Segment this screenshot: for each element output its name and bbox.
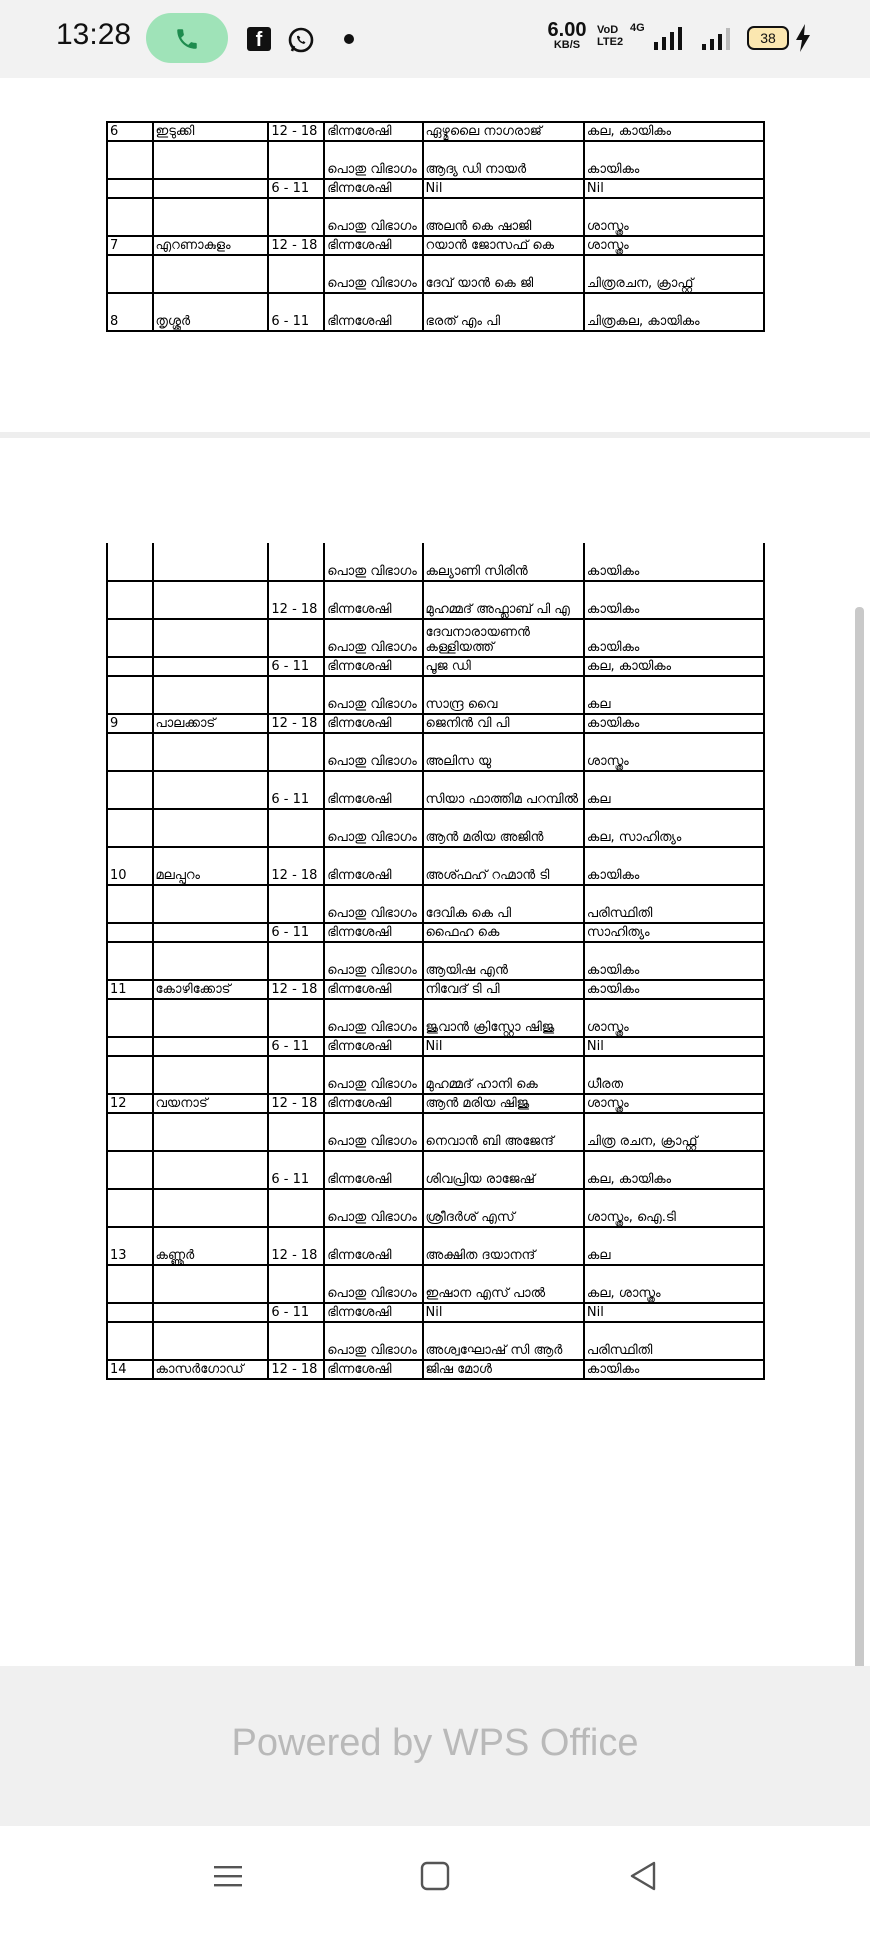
cell-name: ഏഴ്മലൈ നാഗരാജ്	[423, 122, 584, 141]
cell-category: ഭിന്നശേഷി	[324, 980, 422, 999]
signal-strength-icon	[650, 24, 692, 52]
cell-category: ഭിന്നശേഷി	[324, 714, 422, 733]
cell-field: ചിത്ര രചന, ക്രാഫ്റ്റ്	[584, 1113, 764, 1151]
cell-name: അലൻ കെ ഷാജി	[423, 198, 584, 236]
cell-age	[268, 543, 324, 581]
cell-age: 6 - 11	[268, 771, 324, 809]
table-row	[107, 1151, 764, 1189]
table-row	[107, 999, 764, 1037]
cell-age: 6 - 11	[268, 293, 324, 331]
table-row	[107, 236, 764, 255]
volte-indicator: VoD LTE2	[597, 24, 624, 49]
cell-category: ഭിന്നശേഷി	[324, 122, 422, 141]
cell-category: പൊതു വിഭാഗം	[324, 1113, 422, 1151]
cell-category: പൊതു വിഭാഗം	[324, 942, 422, 980]
table-row	[107, 1037, 764, 1056]
cell-field: ശാസ്ത്രം	[584, 236, 764, 255]
cell-no	[107, 657, 153, 676]
signal-strength-sim2-icon	[700, 24, 742, 52]
cell-age	[268, 255, 324, 293]
table-row	[107, 676, 764, 714]
table-row	[107, 1227, 764, 1265]
cell-no	[107, 619, 153, 657]
cell-district	[153, 1113, 269, 1151]
cell-field: കായികം	[584, 581, 764, 619]
cell-name: നെവാൻ ബി അജേന്ദ്	[423, 1113, 584, 1151]
cell-no	[107, 1113, 153, 1151]
cell-district	[153, 619, 269, 657]
cell-no	[107, 1037, 153, 1056]
cell-no	[107, 1303, 153, 1322]
cell-name: Nil	[423, 1303, 584, 1322]
battery-icon: 38	[747, 26, 789, 50]
ongoing-call-chip[interactable]	[146, 13, 228, 63]
cell-district	[153, 923, 269, 942]
table-row	[107, 657, 764, 676]
cell-name: ഭരത് എം പി	[423, 293, 584, 331]
cell-district	[153, 942, 269, 980]
cell-no: 6	[107, 122, 153, 141]
cell-name: ജുവാൻ ക്രിസ്റ്റോ ഷിജു	[423, 999, 584, 1037]
cell-field: കല	[584, 771, 764, 809]
cell-district: തൃശ്ശൂർ	[153, 293, 269, 331]
cell-age: 6 - 11	[268, 1037, 324, 1056]
cell-age: 12 - 18	[268, 236, 324, 255]
table-row	[107, 293, 764, 331]
cell-name: ഇഷാന എസ് പാൽ	[423, 1265, 584, 1303]
cell-field: കായികം	[584, 141, 764, 179]
cell-no	[107, 771, 153, 809]
cell-field: കായികം	[584, 942, 764, 980]
system-navigation-bar	[0, 1826, 870, 1933]
cell-category: ഭിന്നശേഷി	[324, 1360, 422, 1379]
table-row	[107, 581, 764, 619]
cell-field: ധീരത	[584, 1056, 764, 1094]
cell-field: കായികം	[584, 714, 764, 733]
cell-district	[153, 771, 269, 809]
cell-district	[153, 657, 269, 676]
cell-field: Nil	[584, 1037, 764, 1056]
table-row	[107, 923, 764, 942]
cell-district	[153, 999, 269, 1037]
cell-category: പൊതു വിഭാഗം	[324, 1189, 422, 1227]
table-row	[107, 1265, 764, 1303]
cell-name: ജിഷ മോൾ	[423, 1360, 584, 1379]
cell-category: പൊതു വിഭാഗം	[324, 198, 422, 236]
cell-no	[107, 581, 153, 619]
cell-no	[107, 999, 153, 1037]
cell-district	[153, 1037, 269, 1056]
cell-category: ഭിന്നശേഷി	[324, 771, 422, 809]
cell-field: ശാസ്ത്രം	[584, 198, 764, 236]
cell-field: ചിത്രരചന, ക്രാഫ്റ്റ്	[584, 255, 764, 293]
cell-field: കായികം	[584, 980, 764, 999]
cell-district: കാസർഗോഡ്	[153, 1360, 269, 1379]
menu-icon[interactable]	[212, 1860, 244, 1892]
cell-district: എറണാകുളം	[153, 236, 269, 255]
more-notifications-dot	[344, 34, 354, 44]
cell-age	[268, 198, 324, 236]
cell-category: ഭിന്നശേഷി	[324, 1094, 422, 1113]
cell-category: ഭിന്നശേഷി	[324, 923, 422, 942]
cell-category: ഭിന്നശേഷി	[324, 1227, 422, 1265]
cell-field: ചിത്രകല, കായികം	[584, 293, 764, 331]
cell-field: കായികം	[584, 543, 764, 581]
cell-field: ശാസ്ത്രം	[584, 1094, 764, 1113]
cell-field: കല, ശാസ്ത്രം	[584, 1265, 764, 1303]
cell-district	[153, 179, 269, 198]
cell-name: ജെനിൻ വി പി	[423, 714, 584, 733]
table-row	[107, 122, 764, 141]
cell-category: ഭിന്നശേഷി	[324, 581, 422, 619]
cell-name: ആദ്യ ഡി നായർ	[423, 141, 584, 179]
cell-district	[153, 543, 269, 581]
cell-field: കല, കായികം	[584, 122, 764, 141]
cell-category: ഭിന്നശേഷി	[324, 1303, 422, 1322]
awards-table-page2	[106, 543, 765, 1380]
cell-age: 12 - 18	[268, 1360, 324, 1379]
cell-no	[107, 733, 153, 771]
cell-no	[107, 1189, 153, 1227]
cell-category: പൊതു വിഭാഗം	[324, 885, 422, 923]
status-time: 13:28	[56, 18, 132, 51]
cell-age: 12 - 18	[268, 1094, 324, 1113]
cell-field: കല	[584, 1227, 764, 1265]
table-row	[107, 714, 764, 733]
cell-name: Nil	[423, 1037, 584, 1056]
cell-field: സാഹിത്യം	[584, 923, 764, 942]
cell-name: ആൻ മരിയ ഷിജു	[423, 1094, 584, 1113]
status-bar	[0, 0, 870, 78]
cell-category: പൊതു വിഭാഗം	[324, 619, 422, 657]
cell-age: 12 - 18	[268, 122, 324, 141]
cell-age: 12 - 18	[268, 847, 324, 885]
cell-category: പൊതു വിഭാഗം	[324, 733, 422, 771]
charging-icon	[794, 23, 812, 53]
cell-field: കല, സാഹിത്യം	[584, 809, 764, 847]
cell-no	[107, 543, 153, 581]
cell-no	[107, 141, 153, 179]
cell-district	[153, 676, 269, 714]
cell-field: കായികം	[584, 619, 764, 657]
cell-district: കോഴിക്കോട്	[153, 980, 269, 999]
cell-category: പൊതു വിഭാഗം	[324, 999, 422, 1037]
cell-name: ദേവ് യാൻ കെ ജി	[423, 255, 584, 293]
phone-icon	[174, 26, 200, 52]
table-row	[107, 543, 764, 581]
cell-district	[153, 885, 269, 923]
cell-district: ഇടുക്കി	[153, 122, 269, 141]
cell-no	[107, 1322, 153, 1360]
cell-name: മുഹമ്മദ് ഹാനി കെ	[423, 1056, 584, 1094]
cell-district	[153, 581, 269, 619]
cell-age	[268, 141, 324, 179]
cell-no	[107, 198, 153, 236]
cell-name: ഫൈഹ കെ	[423, 923, 584, 942]
cell-category: ഭിന്നശേഷി	[324, 293, 422, 331]
cell-field: കായികം	[584, 1360, 764, 1379]
cell-age	[268, 1056, 324, 1094]
cell-district	[153, 733, 269, 771]
cell-category: ഭിന്നശേഷി	[324, 657, 422, 676]
table-row	[107, 809, 764, 847]
cell-name: ആൻ മരിയ അജിൻ	[423, 809, 584, 847]
document-page-1	[0, 78, 870, 435]
cell-no: 13	[107, 1227, 153, 1265]
cell-name: അശ്വഘോഷ് സി ആർ	[423, 1322, 584, 1360]
cell-district	[153, 1189, 269, 1227]
cell-category: ഭിന്നശേഷി	[324, 1037, 422, 1056]
cell-district	[153, 1322, 269, 1360]
cell-name: ശിവപ്രിയ രാജേഷ്	[423, 1151, 584, 1189]
cell-name: മുഹമ്മദ് അഫ്ലാബ് പി എ	[423, 581, 584, 619]
cell-age	[268, 999, 324, 1037]
awards-table-page1	[106, 121, 765, 332]
powered-by-text: Powered by WPS Office	[231, 1722, 639, 1764]
cell-category: പൊതു വിഭാഗം	[324, 1056, 422, 1094]
cell-age: 12 - 18	[268, 581, 324, 619]
cell-no	[107, 942, 153, 980]
cell-name: ദേവനാരായണൻ കള്ളിയത്ത്	[423, 619, 584, 657]
whatsapp-icon	[287, 26, 315, 54]
cell-name: സിയാ ഫാത്തിമ പറമ്പിൽ	[423, 771, 584, 809]
cell-name: പൂജ ഡി	[423, 657, 584, 676]
cell-field: പരിസ്ഥിതി	[584, 1322, 764, 1360]
table-row	[107, 885, 764, 923]
cell-age: 12 - 18	[268, 1227, 324, 1265]
cell-age	[268, 1265, 324, 1303]
cell-no	[107, 676, 153, 714]
table-row	[107, 179, 764, 198]
cell-district	[153, 141, 269, 179]
cell-no: 9	[107, 714, 153, 733]
cell-age	[268, 1189, 324, 1227]
cell-category: പൊതു വിഭാഗം	[324, 676, 422, 714]
cell-age: 6 - 11	[268, 1303, 324, 1322]
cell-field: Nil	[584, 179, 764, 198]
table-row	[107, 1056, 764, 1094]
cell-no: 8	[107, 293, 153, 331]
cell-age	[268, 733, 324, 771]
table-row	[107, 980, 764, 999]
wps-footer	[0, 1666, 870, 1826]
cell-field: പരിസ്ഥിതി	[584, 885, 764, 923]
home-icon[interactable]	[419, 1860, 451, 1892]
cell-no: 12	[107, 1094, 153, 1113]
cell-district	[153, 1151, 269, 1189]
cell-name: അശ്ഫഹ് റഹ്മാൻ ടി	[423, 847, 584, 885]
cell-district: മലപ്പുറം	[153, 847, 269, 885]
cell-age: 6 - 11	[268, 179, 324, 198]
cell-category: ഭിന്നശേഷി	[324, 236, 422, 255]
cell-district	[153, 1056, 269, 1094]
cell-no	[107, 923, 153, 942]
cell-category: ഭിന്നശേഷി	[324, 847, 422, 885]
cell-field: ശാസ്ത്രം	[584, 733, 764, 771]
cell-name: അലിസ യു	[423, 733, 584, 771]
cell-age: 12 - 18	[268, 714, 324, 733]
cell-field: കല	[584, 676, 764, 714]
cell-category: പൊതു വിഭാഗം	[324, 1322, 422, 1360]
cell-field: കായികം	[584, 847, 764, 885]
cell-no	[107, 255, 153, 293]
cell-field: കല, കായികം	[584, 657, 764, 676]
cell-no	[107, 1056, 153, 1094]
cell-district	[153, 1303, 269, 1322]
cell-name: കല്യാണി സിരിൻ	[423, 543, 584, 581]
cell-name: ദേവിക കെ പി	[423, 885, 584, 923]
cell-age: 6 - 11	[268, 1151, 324, 1189]
cell-name: ശ്രീദർശ് എസ്	[423, 1189, 584, 1227]
cell-category: പൊതു വിഭാഗം	[324, 809, 422, 847]
cell-district: പാലക്കാട്	[153, 714, 269, 733]
cell-age: 6 - 11	[268, 657, 324, 676]
cell-category: ഭിന്നശേഷി	[324, 1151, 422, 1189]
cell-name: Nil	[423, 179, 584, 198]
cell-no	[107, 809, 153, 847]
cell-no	[107, 885, 153, 923]
cell-name: റയാൻ ജോസഫ് കെ	[423, 236, 584, 255]
cell-category: പൊതു വിഭാഗം	[324, 255, 422, 293]
table-row	[107, 255, 764, 293]
cell-field: Nil	[584, 1303, 764, 1322]
cell-name: ആയിഷ എൻ	[423, 942, 584, 980]
cell-name: സാന്ദ്ര വൈ	[423, 676, 584, 714]
cell-field: ശാസ്ത്രം, ഐ.ടി	[584, 1189, 764, 1227]
table-row	[107, 847, 764, 885]
cell-age	[268, 942, 324, 980]
cell-age	[268, 885, 324, 923]
cell-field: കല, കായികം	[584, 1151, 764, 1189]
table-row	[107, 198, 764, 236]
network-type: 4G	[630, 22, 645, 34]
cell-age	[268, 619, 324, 657]
table-row	[107, 1094, 764, 1113]
table-row	[107, 1303, 764, 1322]
cell-age	[268, 676, 324, 714]
cell-district: കണ്ണൂർ	[153, 1227, 269, 1265]
table-row	[107, 141, 764, 179]
cell-no	[107, 1151, 153, 1189]
cell-age	[268, 809, 324, 847]
cell-field: ശാസ്ത്രം	[584, 999, 764, 1037]
back-icon[interactable]	[627, 1860, 659, 1892]
cell-no: 11	[107, 980, 153, 999]
cell-district: വയനാട്	[153, 1094, 269, 1113]
cell-age	[268, 1322, 324, 1360]
cell-no: 7	[107, 236, 153, 255]
cell-category: പൊതു വിഭാഗം	[324, 1265, 422, 1303]
table-row	[107, 619, 764, 657]
cell-category: പൊതു വിഭാഗം	[324, 141, 422, 179]
table-row	[107, 942, 764, 980]
cell-age: 6 - 11	[268, 923, 324, 942]
document-page-2	[0, 438, 870, 1666]
cell-name: അക്ഷിത ദയാനന്ദ്	[423, 1227, 584, 1265]
cell-name: നിവേദ് ടി പി	[423, 980, 584, 999]
table-row	[107, 1322, 764, 1360]
cell-age	[268, 1113, 324, 1151]
cell-category: പൊതു വിഭാഗം	[324, 543, 422, 581]
table-row	[107, 733, 764, 771]
cell-district	[153, 1265, 269, 1303]
cell-category: ഭിന്നശേഷി	[324, 179, 422, 198]
cell-no	[107, 1265, 153, 1303]
table-row	[107, 1360, 764, 1379]
cell-no: 10	[107, 847, 153, 885]
cell-district	[153, 809, 269, 847]
cell-no: 14	[107, 1360, 153, 1379]
cell-no	[107, 179, 153, 198]
scrollbar[interactable]	[855, 607, 864, 1825]
network-speed: 6.00 KB/S	[547, 19, 587, 51]
cell-age: 12 - 18	[268, 980, 324, 999]
table-row	[107, 1189, 764, 1227]
cell-district	[153, 255, 269, 293]
facebook-icon: f	[247, 27, 271, 51]
table-row	[107, 771, 764, 809]
table-row	[107, 1113, 764, 1151]
cell-district	[153, 198, 269, 236]
